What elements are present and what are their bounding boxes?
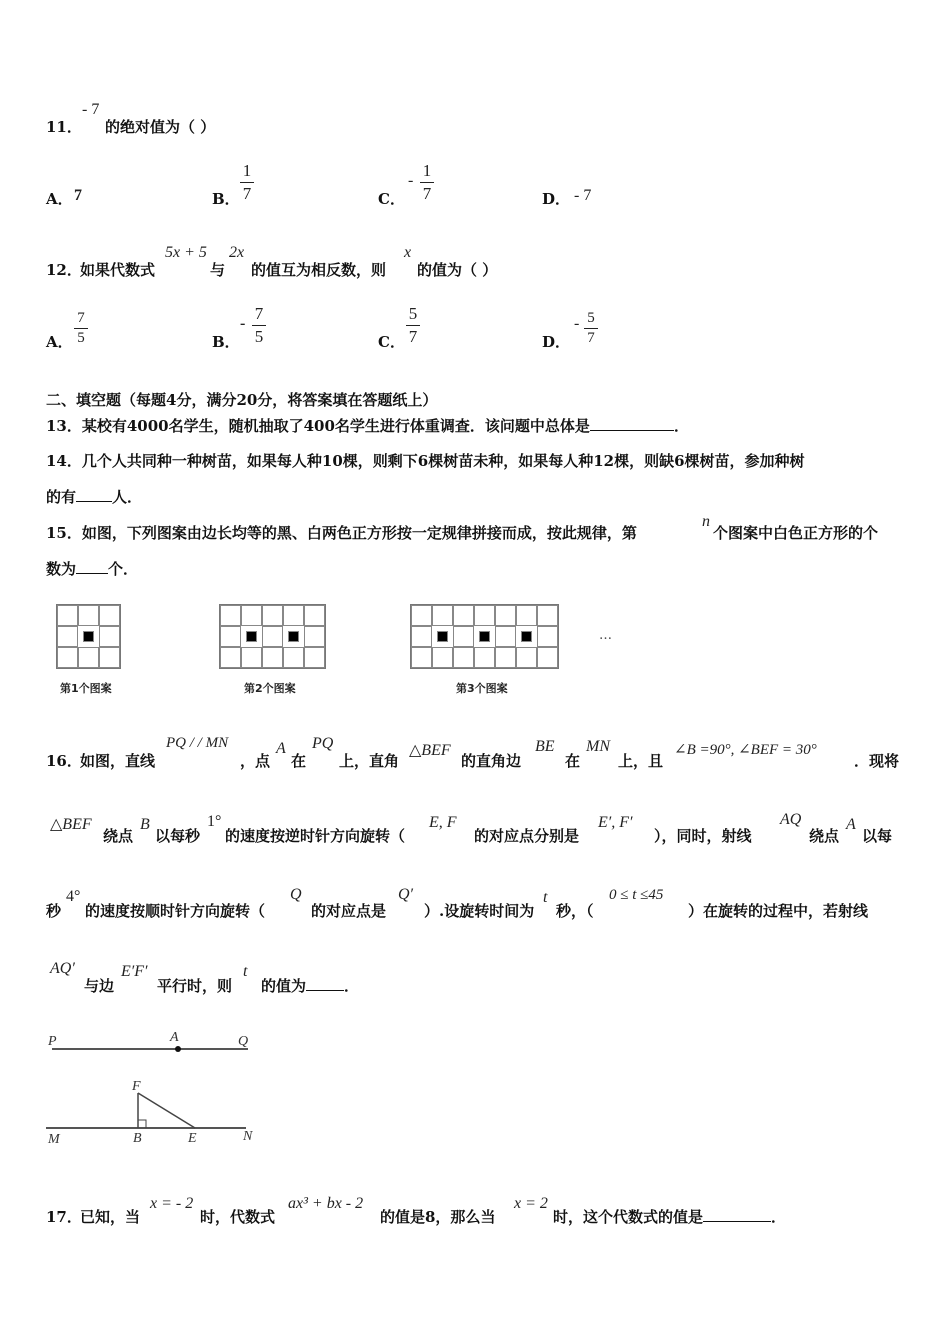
q15-text-3: 数为 xyxy=(46,560,77,578)
right-angle-mark xyxy=(138,1120,146,1128)
q12-number: 12． xyxy=(46,261,82,279)
q16-l3-t6: ）.设旋转时间为 xyxy=(424,902,535,920)
q16-l2-m0: △BEF xyxy=(50,816,92,833)
black-square xyxy=(241,626,262,647)
q16-l1-t14: ．现将 xyxy=(854,752,900,770)
q17-text-1: 已知，当 xyxy=(80,1208,141,1226)
q16-l4-t5 xyxy=(261,975,359,996)
q16-l2-m10: AQ xyxy=(780,811,802,828)
q15-text-2: 个图案中白色正方形的个 xyxy=(713,524,879,542)
fraction-denominator: 7 xyxy=(587,330,595,346)
white-square xyxy=(537,626,558,647)
white-square xyxy=(99,647,120,668)
q15-variable-n: n xyxy=(702,513,710,530)
q16-l1-t10: 在 xyxy=(565,752,581,770)
pattern-ellipsis: … xyxy=(599,628,612,643)
white-square xyxy=(241,647,262,668)
label-n: N xyxy=(243,1129,253,1144)
q16-answer-blank[interactable] xyxy=(306,990,344,991)
q16-l3-m7: t xyxy=(543,889,548,906)
q16-l2-m6: E, F xyxy=(429,814,457,831)
white-square xyxy=(516,605,537,626)
q12-option-a-fraction xyxy=(74,310,88,347)
q17-text-4 xyxy=(553,1206,786,1227)
q17-number: 17． xyxy=(46,1208,82,1226)
q12-option-c-label: C． xyxy=(378,333,405,351)
white-square xyxy=(262,647,283,668)
q16-l2-m4: 1° xyxy=(207,813,222,830)
white-square xyxy=(411,647,432,668)
q16-l1-t2: ，点 xyxy=(240,752,271,770)
white-square xyxy=(262,605,283,626)
white-square xyxy=(99,605,120,626)
q16-l2-t1: 绕点 xyxy=(103,827,134,845)
q12-option-a-label: A． xyxy=(46,333,73,351)
q16-l1-m13: ∠B =90°, ∠BEF = 30° xyxy=(674,742,817,758)
q16-l1-t12: 上，且 xyxy=(618,752,664,770)
white-square xyxy=(57,626,78,647)
q11-option-b-label: B． xyxy=(212,190,240,208)
white-square xyxy=(453,626,474,647)
q17-text: 时，这个代数式的值是 xyxy=(553,1208,704,1226)
white-square xyxy=(57,647,78,668)
q14-line-1 xyxy=(46,450,805,471)
q16-l4-t1: 与边 xyxy=(84,977,115,995)
q16-l1-m9: BE xyxy=(535,738,555,755)
pattern-2 xyxy=(219,604,326,669)
q16-l2-m12: A xyxy=(846,816,856,833)
white-square xyxy=(304,647,325,668)
q16-l2-t5: 的速度按逆时针方向旋转（ xyxy=(225,827,406,845)
q11-number: 11． xyxy=(46,118,82,136)
point-a xyxy=(175,1046,181,1052)
label-p: P xyxy=(48,1034,57,1049)
q14-answer-blank[interactable] xyxy=(76,501,112,502)
black-square xyxy=(432,626,453,647)
q16-l4-m0: AQ′ xyxy=(50,960,75,977)
q16-l1-m3: A xyxy=(276,740,286,757)
white-square xyxy=(537,647,558,668)
q12-expression-2: 2x xyxy=(229,244,245,261)
q14-end: 人． xyxy=(112,488,143,506)
q12-option-d-label: D． xyxy=(542,333,571,351)
q12-text-2: 与 xyxy=(210,261,226,279)
q11-option-d-label: D． xyxy=(542,190,571,208)
q12-option-b-label: B． xyxy=(212,333,240,351)
q11-option-a-label: A． xyxy=(46,190,73,208)
white-square xyxy=(220,605,241,626)
fraction-denominator: 5 xyxy=(254,327,264,346)
q13-text: 某校有4000名学生，随机抽取了400名学生进行体重调查．该问题中总体是 xyxy=(81,417,590,435)
q16-l3-m3: Q xyxy=(290,886,302,903)
white-square xyxy=(537,605,558,626)
q12-variable: x xyxy=(404,244,412,261)
q16-l3-t4: 的对应点是 xyxy=(311,902,387,920)
q17-expression-1: x = - 2 xyxy=(150,1195,194,1212)
q11-option-a-value: 7 xyxy=(74,187,82,204)
white-square xyxy=(78,647,99,668)
q16-l3-t10: ）在旋转的过程中，若射线 xyxy=(688,902,869,920)
fraction-numerator: 1 xyxy=(422,161,432,180)
black-square xyxy=(474,626,495,647)
q15-text: 如图，下列图案由边长均等的黑、白两色正方形按一定规律拼接而成，按此规律，第 xyxy=(81,524,637,542)
white-square xyxy=(453,605,474,626)
q16-l4-text: 的值为 xyxy=(261,977,307,995)
label-m: M xyxy=(48,1132,60,1147)
white-square xyxy=(220,647,241,668)
q16-l1-m7: △BEF xyxy=(409,742,451,759)
white-square xyxy=(432,647,453,668)
white-square xyxy=(516,647,537,668)
q11-expression: - 7 xyxy=(82,101,100,118)
q16-l3-m1: 4° xyxy=(66,888,81,905)
q16-l2-t9: ），同时，射线 xyxy=(654,827,752,845)
section-heading: 二、填空题（每题4分，满分20分，将答案填在答题纸上） xyxy=(46,391,438,409)
pattern-2-caption: 第2个图案 xyxy=(244,682,296,695)
q16-l1-t6: 上，直角 xyxy=(339,752,400,770)
q11-option-c-sign: - xyxy=(408,172,414,189)
q13-answer-blank[interactable] xyxy=(590,430,674,431)
white-square xyxy=(241,605,262,626)
white-square xyxy=(78,605,99,626)
white-square xyxy=(432,605,453,626)
q16-number: 16． xyxy=(46,752,82,770)
fraction-numerator: 7 xyxy=(254,304,264,323)
q15-line-2 xyxy=(46,558,138,579)
q16-end: ． xyxy=(344,977,360,995)
q14-number: 14． xyxy=(46,452,82,470)
pattern-1-caption: 第1个图案 xyxy=(60,682,112,695)
q15-number: 15． xyxy=(46,524,82,542)
white-square xyxy=(495,626,516,647)
q17-expression-3: x = 2 xyxy=(514,1195,548,1212)
q16-l1-m1: PQ / / MN xyxy=(166,735,229,751)
white-square xyxy=(411,605,432,626)
q16-geometry-figure xyxy=(40,1025,280,1150)
q15-end: 个． xyxy=(108,560,139,578)
white-square xyxy=(474,605,495,626)
white-square xyxy=(283,605,304,626)
q15-line-1 xyxy=(46,522,637,543)
white-square xyxy=(262,626,283,647)
q16-l2-t13: 以每 xyxy=(862,827,893,845)
q13-number: 13． xyxy=(46,417,82,435)
q11-option-b-fraction xyxy=(240,161,254,204)
white-square xyxy=(474,647,495,668)
label-a: A xyxy=(170,1030,179,1045)
q16-l4-m2: E′F′ xyxy=(121,963,148,980)
q16-l3-m5: Q′ xyxy=(398,886,414,903)
q16-l1-t0: 如图，直线 xyxy=(80,752,156,770)
q17-text-3: 的值是8，那么当 xyxy=(380,1208,496,1226)
q11-option-c-label: C． xyxy=(378,190,405,208)
q14-text-2: 的有 xyxy=(46,488,77,506)
q12-option-b-sign: - xyxy=(240,315,246,332)
q16-l4-t3: 平行时，则 xyxy=(157,977,233,995)
q12-text-4: 的值为（ ） xyxy=(417,261,498,279)
q16-l2-m2: B xyxy=(140,816,150,833)
fraction-denominator: 7 xyxy=(408,327,418,346)
fraction-numerator: 5 xyxy=(587,310,595,326)
q16-l3-m9: 0 ≤ t ≤45 xyxy=(609,887,664,903)
white-square xyxy=(283,647,304,668)
q12-text-3: 的值互为相反数，则 xyxy=(251,261,387,279)
q17-end: ． xyxy=(771,1208,787,1226)
q12-expression-1: 5x + 5 xyxy=(165,244,207,261)
q13-end: ． xyxy=(673,417,689,435)
q14-line-2 xyxy=(46,486,142,507)
black-square xyxy=(283,626,304,647)
q16-l2-t3: 以每秒 xyxy=(155,827,201,845)
q11-option-d-value: - 7 xyxy=(574,187,592,204)
black-square xyxy=(78,626,99,647)
pattern-1 xyxy=(56,604,121,669)
white-square xyxy=(304,605,325,626)
fraction-denominator: 5 xyxy=(77,330,85,346)
q16-l3-t8: 秒，（ xyxy=(556,902,594,920)
fraction-denominator: 7 xyxy=(422,184,432,203)
q12-option-d-fraction xyxy=(584,310,598,347)
black-square xyxy=(516,626,537,647)
q16-l1-t8: 的直角边 xyxy=(461,752,522,770)
pattern-3 xyxy=(410,604,559,669)
label-f: F xyxy=(132,1079,141,1094)
q17-text-2: 时，代数式 xyxy=(200,1208,276,1226)
label-b: B xyxy=(133,1131,142,1146)
white-square xyxy=(304,626,325,647)
label-q: Q xyxy=(238,1034,249,1049)
q14-text: 几个人共同种一种树苗，如果每人种10棵，则剩下6棵树苗未种，如果每人种12棵，则缺6棵树苗，参加种树 xyxy=(81,452,805,470)
q13 xyxy=(46,415,689,436)
q11-text: 的绝对值为（ ） xyxy=(105,118,216,136)
white-square xyxy=(453,647,474,668)
q16-l4-m4: t xyxy=(243,963,248,980)
q17-expression-2: ax³ + bx - 2 xyxy=(288,1195,364,1212)
white-square xyxy=(411,626,432,647)
pattern-3-caption: 第3个图案 xyxy=(456,682,508,695)
white-square xyxy=(99,626,120,647)
q12-option-c-fraction xyxy=(406,304,420,347)
fraction-numerator: 7 xyxy=(77,310,85,326)
q12-option-d-sign: - xyxy=(574,315,580,332)
white-square xyxy=(220,626,241,647)
fraction-numerator: 5 xyxy=(408,304,418,323)
q16-l2-t11: 绕点 xyxy=(809,827,840,845)
q16-l2-t7: 的对应点分别是 xyxy=(474,827,580,845)
q17-answer-blank[interactable] xyxy=(703,1221,771,1222)
q16-l3-t0: 秒 xyxy=(46,902,62,920)
q16-l3-t2: 的速度按顺时针方向旋转（ xyxy=(85,902,266,920)
q15-answer-blank[interactable] xyxy=(76,573,108,574)
q16-l1-m5: PQ xyxy=(312,735,334,752)
fraction-numerator: 1 xyxy=(242,161,252,180)
label-e: E xyxy=(188,1131,197,1146)
q12-text-1: 如果代数式 xyxy=(80,261,156,279)
white-square xyxy=(495,647,516,668)
q12-option-b-fraction xyxy=(252,304,266,347)
side-fe xyxy=(138,1093,195,1128)
white-square xyxy=(495,605,516,626)
white-square xyxy=(57,605,78,626)
q16-l1-m11: MN xyxy=(586,738,610,755)
q11-option-c-fraction xyxy=(420,161,434,204)
fraction-denominator: 7 xyxy=(242,184,252,203)
q16-l2-m8: E′, F′ xyxy=(598,814,633,831)
q16-l1-t4: 在 xyxy=(291,752,307,770)
